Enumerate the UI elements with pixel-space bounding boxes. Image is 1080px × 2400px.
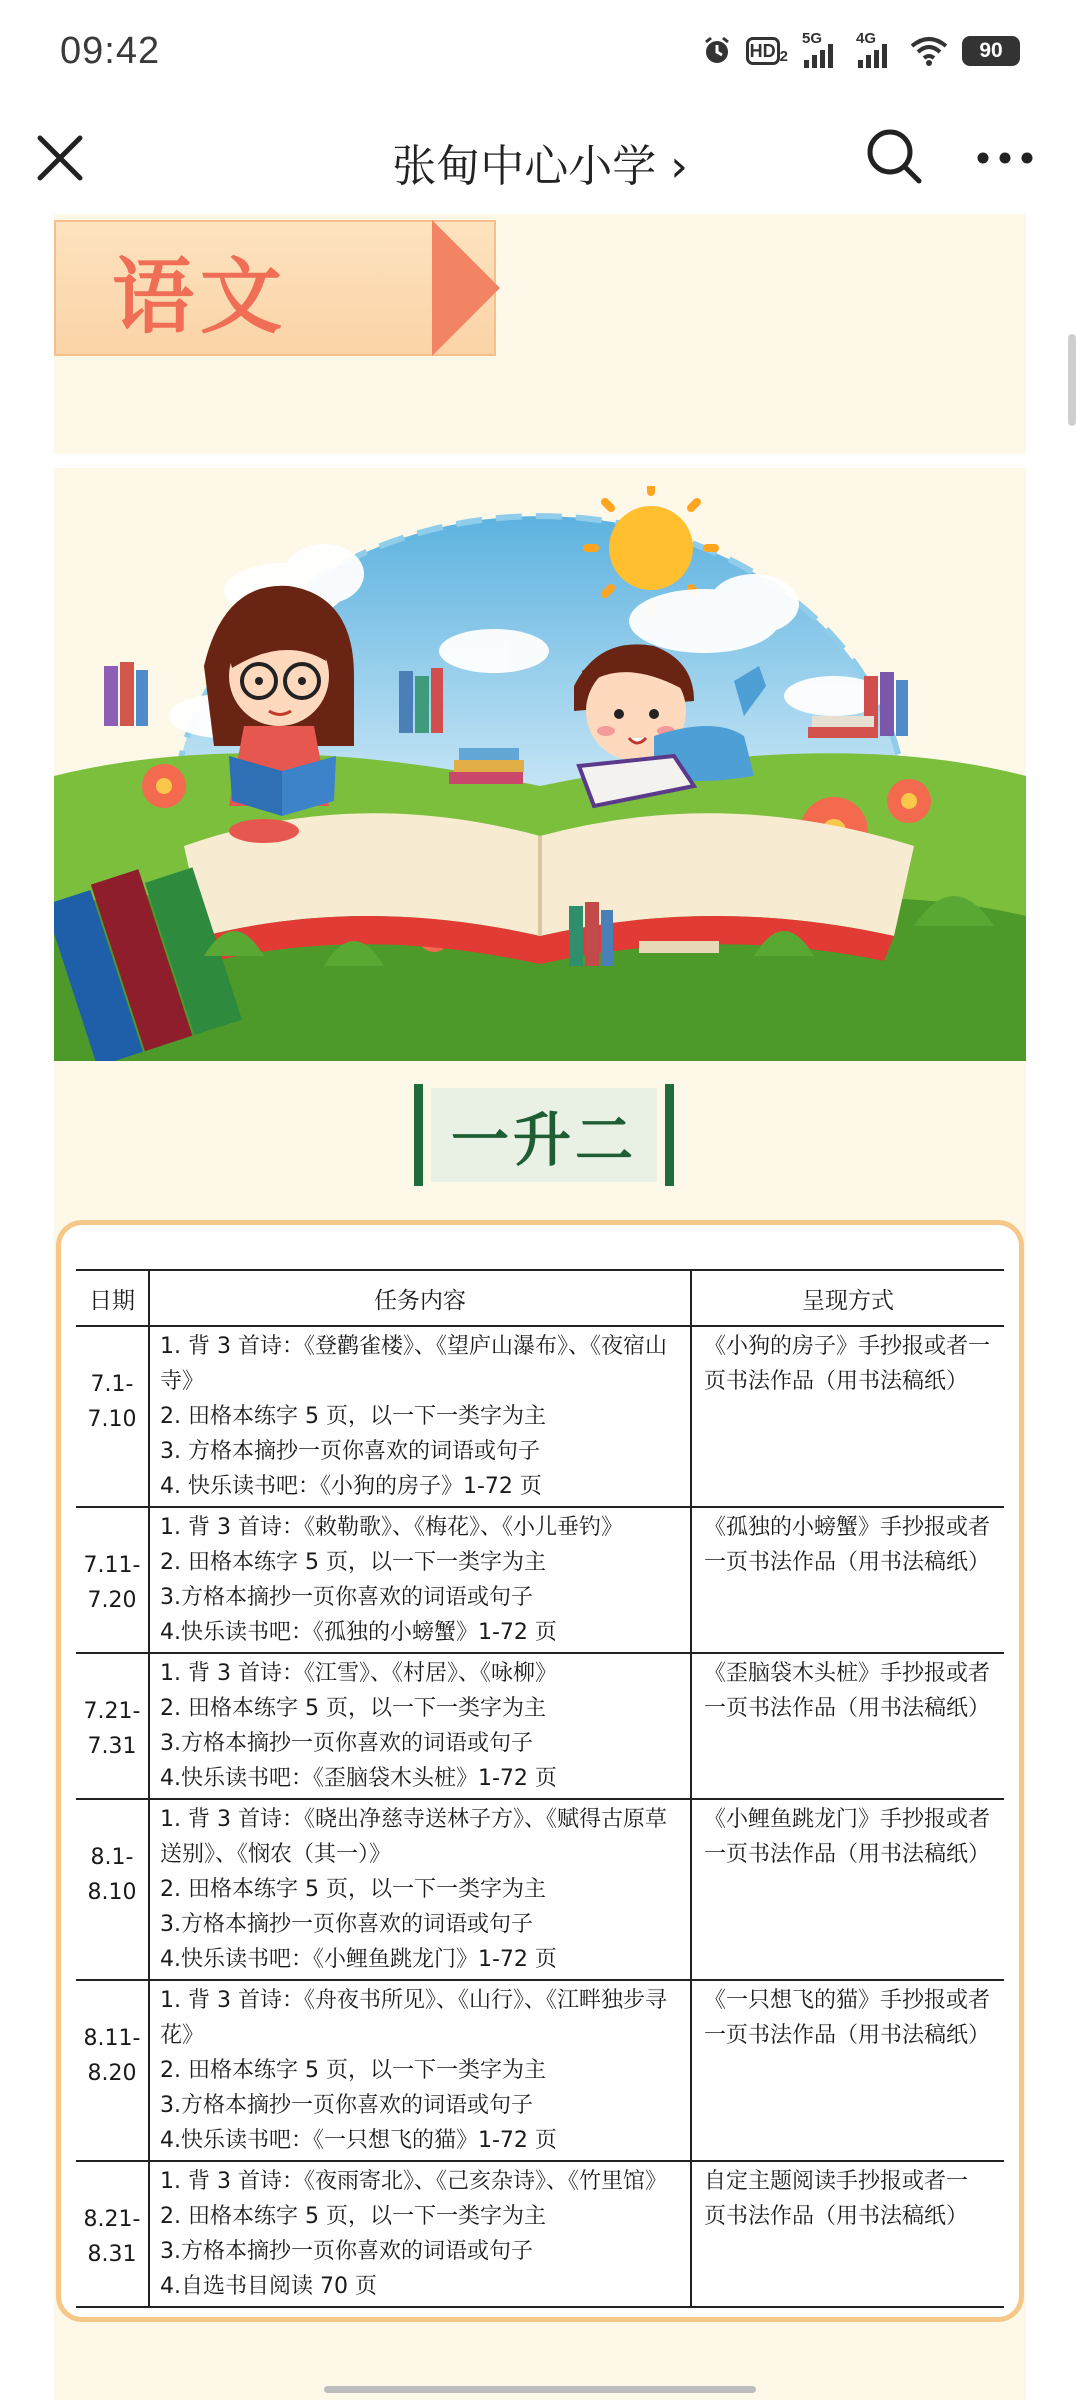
task-line: 1. 背 3 首诗：《舟夜书所见》、《山行》、《江畔独步寻 bbox=[160, 1988, 667, 2013]
task-table-card bbox=[56, 1220, 1024, 2322]
nav-bar bbox=[0, 104, 1080, 215]
cell-form bbox=[691, 2161, 1004, 2307]
section-banner-title: 语文 bbox=[112, 250, 289, 345]
section-divider bbox=[54, 454, 1026, 468]
task-line: 1. 背 3 首诗：《晓出净慈寺送林子方》、《赋得古原草 bbox=[160, 1807, 667, 1832]
cell-date bbox=[76, 2161, 149, 2307]
more-icon[interactable] bbox=[970, 128, 1040, 188]
date-line: 8.10 bbox=[87, 1880, 137, 1905]
alarm-icon bbox=[702, 35, 732, 67]
article-content[interactable] bbox=[0, 214, 1080, 2400]
task-line: 4. 快乐读书吧：《小狗的房子》1-72 页 bbox=[160, 1474, 542, 1499]
form-line: 《一只想飞的猫》手抄报或者 bbox=[704, 1988, 991, 2013]
task-line: 1. 背 3 首诗：《敕勒歌》、《梅花》、《小儿垂钓》 bbox=[160, 1515, 623, 1540]
cell-form bbox=[691, 1799, 1004, 1980]
table-row bbox=[76, 1326, 1004, 1507]
date-line: 8.21- bbox=[83, 2207, 141, 2232]
task-line: 2. 田格本练字 5 页，以一下一类字为主 bbox=[160, 2058, 546, 2083]
task-line: 2. 田格本练字 5 页，以一下一类字为主 bbox=[160, 2204, 546, 2229]
cell-task bbox=[149, 1507, 691, 1653]
task-line: 3.方格本摘抄一页你喜欢的词语或句子 bbox=[160, 1585, 533, 1610]
cell-task bbox=[149, 1653, 691, 1799]
form-line: 一页书法作品（用书法稿纸） bbox=[704, 2023, 991, 2048]
cell-task bbox=[149, 1980, 691, 2161]
form-line: 一页书法作品（用书法稿纸） bbox=[704, 1550, 991, 1575]
header-task: 任务内容 bbox=[149, 1270, 691, 1326]
cell-date bbox=[76, 1507, 149, 1653]
form-line: 页书法作品（用书法稿纸） bbox=[704, 2204, 969, 2229]
table-row bbox=[76, 2161, 1004, 2307]
cell-date bbox=[76, 1326, 149, 1507]
task-line: 3.方格本摘抄一页你喜欢的词语或句子 bbox=[160, 2239, 533, 2264]
task-line: 3. 方格本摘抄一页你喜欢的词语或句子 bbox=[160, 1439, 540, 1464]
form-line: 《孤独的小螃蟹》手抄报或者 bbox=[704, 1515, 991, 1540]
grade-heading bbox=[414, 1084, 674, 1186]
hd-voice-icon: HD bbox=[746, 37, 780, 65]
cell-form bbox=[691, 1653, 1004, 1799]
cell-date bbox=[76, 1980, 149, 2161]
cell-task bbox=[149, 1326, 691, 1507]
form-line: 一页书法作品（用书法稿纸） bbox=[704, 1842, 991, 1867]
children-reading-illustration bbox=[54, 486, 1026, 1061]
form-line: 《小鲤鱼跳龙门》手抄报或者 bbox=[704, 1807, 991, 1832]
home-indicator[interactable] bbox=[324, 2386, 756, 2393]
date-line: 7.1- bbox=[90, 1372, 134, 1397]
task-line: 1. 背 3 首诗：《江雪》、《村居》、《咏柳》 bbox=[160, 1661, 557, 1686]
task-line: 2. 田格本练字 5 页，以一下一类字为主 bbox=[160, 1404, 546, 1429]
date-line: 7.11- bbox=[83, 1553, 141, 1578]
signal-5g-label: 5G bbox=[802, 30, 823, 47]
signal-5g-icon bbox=[802, 30, 842, 68]
task-line: 1. 背 3 首诗：《登鹳雀楼》、《望庐山瀑布》、《夜宿山 bbox=[160, 1334, 667, 1359]
header-date: 日期 bbox=[76, 1270, 149, 1326]
task-line: 3.方格本摘抄一页你喜欢的词语或句子 bbox=[160, 1912, 533, 1937]
account-title[interactable]: 张甸中心小学 › bbox=[392, 141, 688, 192]
task-line: 送别》、《悯农（其一）》 bbox=[160, 1842, 392, 1867]
cell-date bbox=[76, 1799, 149, 1980]
task-line: 4.快乐读书吧：《一只想飞的猫》1-72 页 bbox=[160, 2128, 557, 2153]
status-time: 09:42 bbox=[60, 30, 161, 72]
date-line: 7.21- bbox=[83, 1699, 141, 1724]
cell-task bbox=[149, 1799, 691, 1980]
table-row bbox=[76, 1653, 1004, 1799]
status-bar bbox=[0, 0, 1080, 104]
header-form: 呈现方式 bbox=[691, 1270, 1004, 1326]
date-line: 7.10 bbox=[87, 1407, 137, 1432]
table-header-row bbox=[76, 1270, 1004, 1326]
grade-title: 一升二 bbox=[431, 1088, 657, 1182]
task-line: 1. 背 3 首诗：《夜雨寄北》、《己亥杂诗》、《竹里馆》 bbox=[160, 2169, 667, 2194]
task-line: 4.快乐读书吧：《小鲤鱼跳龙门》1-72 页 bbox=[160, 1947, 557, 1972]
cell-task bbox=[149, 2161, 691, 2307]
form-line: 《小狗的房子》手抄报或者一 bbox=[704, 1334, 991, 1359]
search-icon[interactable] bbox=[862, 124, 926, 188]
task-line: 寺》 bbox=[160, 1369, 205, 1394]
date-line: 8.11- bbox=[83, 2026, 141, 2051]
status-icons bbox=[702, 30, 1020, 68]
banner-arrow bbox=[432, 220, 500, 356]
wifi-icon bbox=[910, 36, 948, 66]
signal-4g-icon bbox=[856, 30, 896, 68]
date-line: 8.1- bbox=[90, 1845, 134, 1870]
task-line: 2. 田格本练字 5 页，以一下一类字为主 bbox=[160, 1550, 546, 1575]
form-line: 页书法作品（用书法稿纸） bbox=[704, 1369, 969, 1394]
cell-date bbox=[76, 1653, 149, 1799]
cell-form bbox=[691, 1980, 1004, 2161]
table-row bbox=[76, 1799, 1004, 1980]
task-line: 2. 田格本练字 5 页，以一下一类字为主 bbox=[160, 1696, 546, 1721]
signal-4g-label: 4G bbox=[856, 30, 877, 47]
cell-form bbox=[691, 1507, 1004, 1653]
scroll-indicator[interactable] bbox=[1068, 334, 1076, 426]
task-line: 4.快乐读书吧：《歪脑袋木头桩》1-72 页 bbox=[160, 1766, 557, 1791]
form-line: 《歪脑袋木头桩》手抄报或者 bbox=[704, 1661, 991, 1686]
task-line: 3.方格本摘抄一页你喜欢的词语或句子 bbox=[160, 1731, 533, 1756]
article-paper bbox=[54, 214, 1026, 2400]
battery-icon: 90 bbox=[962, 36, 1020, 66]
task-line: 4.快乐读书吧：《孤独的小螃蟹》1-72 页 bbox=[160, 1620, 557, 1645]
table-row bbox=[76, 1507, 1004, 1653]
task-line: 3.方格本摘抄一页你喜欢的词语或句子 bbox=[160, 2093, 533, 2118]
task-line: 4.自选书目阅读 70 页 bbox=[160, 2274, 377, 2299]
table-row bbox=[76, 1980, 1004, 2161]
hd-sub: 2 bbox=[779, 48, 788, 65]
form-line: 一页书法作品（用书法稿纸） bbox=[704, 1696, 991, 1721]
grade-bar-right bbox=[665, 1084, 674, 1186]
date-line: 8.31 bbox=[87, 2242, 137, 2267]
cell-form bbox=[691, 1326, 1004, 1507]
date-line: 7.31 bbox=[87, 1734, 137, 1759]
form-line: 自定主题阅读手抄报或者一 bbox=[704, 2169, 969, 2194]
grade-bar-left bbox=[414, 1084, 423, 1186]
task-line: 2. 田格本练字 5 页，以一下一类字为主 bbox=[160, 1877, 546, 1902]
task-table bbox=[76, 1269, 1004, 2308]
date-line: 8.20 bbox=[87, 2061, 137, 2086]
date-line: 7.20 bbox=[87, 1588, 137, 1613]
task-line: 花》 bbox=[160, 2023, 205, 2048]
